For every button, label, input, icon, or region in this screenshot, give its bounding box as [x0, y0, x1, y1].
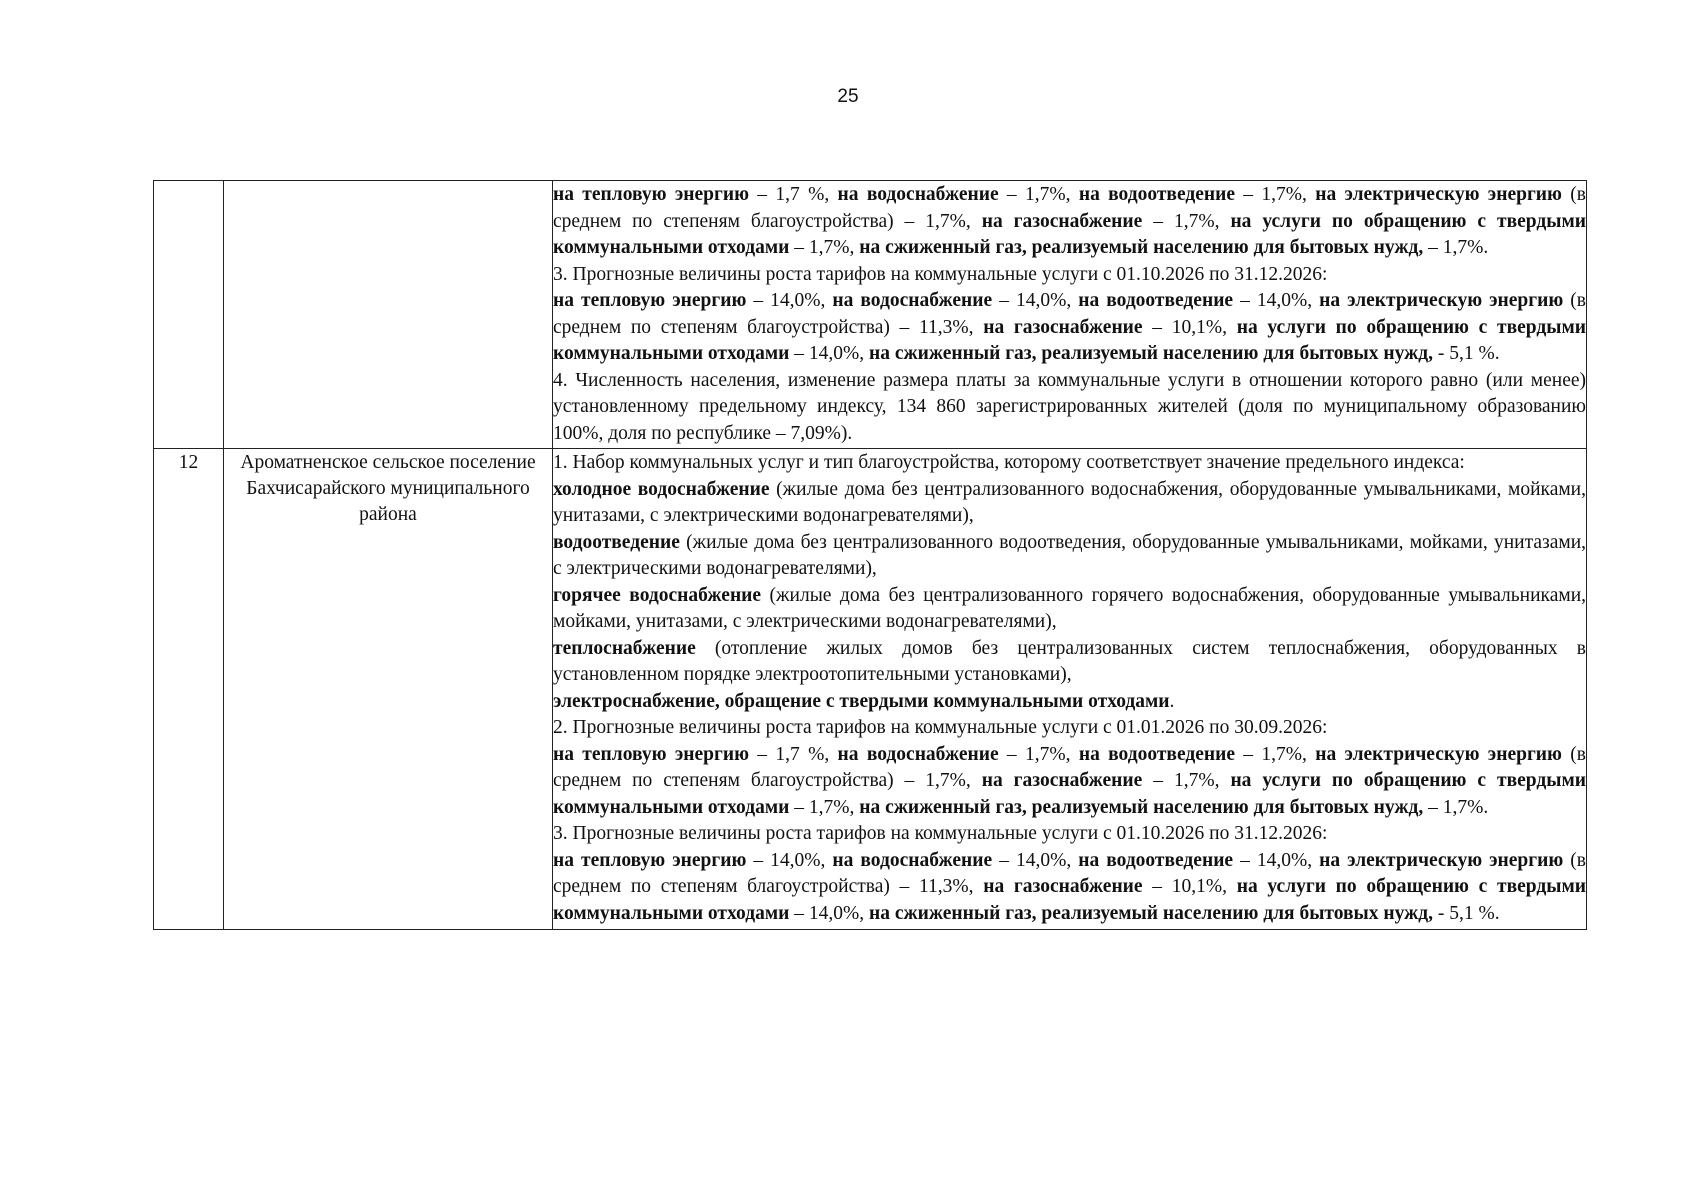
bold-text: на газоснабжение: [981, 210, 1143, 232]
paragraph: [553, 530, 1586, 583]
bold-text: на водоснабжение: [837, 743, 999, 765]
text: – 10,1%,: [1142, 316, 1237, 338]
municipality-name-cell: Ароматненское сельское поселение Бахчисарайского муниципального района: [224, 449, 553, 930]
bold-text: водоотведение: [553, 531, 680, 553]
tariff-description-cell: [553, 181, 1587, 449]
paragraph: [553, 715, 1586, 742]
text: – 1,7%.: [1423, 237, 1489, 258]
paragraph: [553, 848, 1586, 928]
row-number-cell: 12: [154, 449, 224, 930]
table-row: [154, 449, 1587, 930]
bold-text: на тепловую энергию: [553, 849, 747, 871]
tariff-description-cell: [553, 449, 1587, 930]
text: (в среднем по степеням благоустройства) – 1,7%,: [553, 184, 1586, 232]
text: .: [1169, 690, 1175, 712]
bold-text: на водоотведение: [1078, 290, 1234, 311]
bold-text: на электрическую энергию: [1319, 849, 1564, 871]
text: – 1,7%,: [789, 796, 860, 818]
text: 3. Прогнозные величины роста тарифов на коммунальные услуги с 01.10.2026 по 31.12.2026:: [553, 823, 1328, 844]
bold-text: на водоснабжение: [832, 290, 993, 311]
bold-text: на сжиженный газ, реализуемый населению для бытовых нужд,: [859, 796, 1424, 818]
bold-text: на электрическую энергию: [1315, 184, 1562, 205]
text: (жилые дома без централизованного водоотведения, оборудованные умывальниками, мойками, унитазами, с электрическими водонагревателями),: [553, 531, 1586, 579]
text: 1. Набор коммунальных услуг и тип благоустройства, которому соответствует значение предельного индекса:: [553, 452, 1465, 473]
bold-text: на услуги по обращению с твердыми коммунальными отходами: [553, 316, 1586, 364]
paragraph: [553, 368, 1586, 448]
text: (в среднем по степеням благоустройства) – 11,3%,: [553, 849, 1586, 897]
bold-text: на тепловую энергию: [553, 290, 747, 311]
bold-text: на водоснабжение: [837, 184, 999, 205]
text: – 1,7%,: [1234, 184, 1316, 205]
bold-text: горячее водоснабжение: [553, 584, 762, 606]
bold-text: на сжиженный газ, реализуемый населению для бытовых нужд,: [868, 902, 1433, 924]
text: – 1,7%,: [1142, 770, 1231, 791]
bold-text: на сжиженный газ, реализуемый населению для бытовых нужд,: [859, 237, 1424, 258]
bold-text: на услуги по обращению с твердыми коммунальными отходами: [553, 210, 1586, 258]
text: - 5,1 %.: [1433, 902, 1500, 924]
bold-text: теплоснабжение: [553, 637, 696, 659]
text: – 14,0%,: [1233, 290, 1320, 311]
text: – 1,7%,: [998, 184, 1079, 205]
text: – 14,0%,: [746, 849, 833, 871]
text: – 14,0%,: [992, 290, 1079, 311]
bold-text: на тепловую энергию: [553, 184, 749, 205]
bold-text: холодное водоснабжение: [553, 478, 770, 500]
text: (жилые дома без централизованного водоснабжения, оборудованные умывальниками, мойками, унитазами, с электрическими водонагревателями),: [553, 478, 1586, 526]
bold-text: на водоотведение: [1078, 184, 1235, 205]
bold-text: на услуги по обращению с твердыми коммунальными отходами: [553, 770, 1586, 818]
bold-text: электроснабжение, обращение с твердыми коммунальными отходами: [553, 690, 1170, 712]
paragraph: [553, 288, 1586, 368]
paragraph: [553, 182, 1586, 262]
text: (жилые дома без централизованного горячего водоснабжения, оборудованные умывальниками, мойками, унитазами, с электрическими водонагревателями),: [553, 584, 1587, 632]
page-number: 25: [837, 86, 859, 107]
text: – 14,0%,: [1233, 849, 1320, 871]
text: – 1,7%.: [1423, 796, 1489, 818]
text: (отопление жилых домов без централизованных систем теплоснабжения, оборудованных в установленном порядке электроотопительными установками),: [553, 637, 1586, 685]
table-row: [154, 181, 1587, 449]
text: – 14,0%,: [789, 902, 869, 924]
bold-text: на услуги по обращению с твердыми коммунальными отходами: [553, 876, 1586, 924]
text: 3. Прогнозные величины роста тарифов на коммунальные услуги с 01.10.2026 по 31.12.2026:: [553, 263, 1328, 285]
text: – 1,7 %,: [748, 184, 838, 205]
paragraph: [553, 636, 1586, 689]
bold-text: на тепловую энергию: [553, 743, 749, 765]
text: – 1,7 %,: [748, 743, 838, 765]
paragraph: [553, 450, 1586, 477]
text: (в среднем по степеням благоустройства) – 11,3%,: [553, 290, 1586, 338]
paragraph: [553, 262, 1586, 289]
text: – 1,7%,: [1234, 743, 1316, 765]
tariff-table: [153, 180, 1587, 930]
text: - 5,1 %.: [1433, 343, 1500, 364]
text: – 14,0%,: [789, 343, 869, 364]
bold-text: на газоснабжение: [983, 316, 1143, 338]
municipality-name-cell: [224, 181, 553, 449]
text: (в среднем по степеням благоустройства) – 1,7%,: [553, 743, 1586, 791]
paragraph: [553, 742, 1586, 822]
paragraph: [553, 821, 1586, 848]
bold-text: на электрическую энергию: [1315, 743, 1562, 765]
text: – 1,7%,: [998, 743, 1079, 765]
paragraph: [553, 477, 1586, 530]
paragraph: [553, 583, 1586, 636]
text: – 1,7%,: [789, 237, 860, 258]
bold-text: на водоснабжение: [832, 849, 993, 871]
bold-text: на газоснабжение: [983, 876, 1143, 897]
bold-text: на электрическую энергию: [1319, 290, 1564, 311]
text: – 14,0%,: [746, 290, 833, 311]
text: – 10,1%,: [1142, 876, 1237, 897]
row-number-cell: [154, 181, 224, 449]
text: – 14,0%,: [992, 849, 1079, 871]
text: 4. Численность населения, изменение размера платы за коммунальные услуги в отношении которого равно (или менее) установленному предельному индексу, 134 860 зарегистрированных жителей (доля по муниципальному образованию 100%, доля по республике – 7,09%).: [553, 369, 1586, 444]
text: 2. Прогнозные величины роста тарифов на коммунальные услуги с 01.01.2026 по 30.09.2026:: [553, 717, 1328, 738]
bold-text: на водоотведение: [1078, 743, 1235, 765]
bold-text: на сжиженный газ, реализуемый населению для бытовых нужд,: [868, 343, 1433, 364]
text: – 1,7%,: [1142, 210, 1231, 232]
bold-text: на водоотведение: [1078, 849, 1234, 871]
paragraph: [553, 689, 1586, 716]
bold-text: на газоснабжение: [981, 770, 1143, 791]
